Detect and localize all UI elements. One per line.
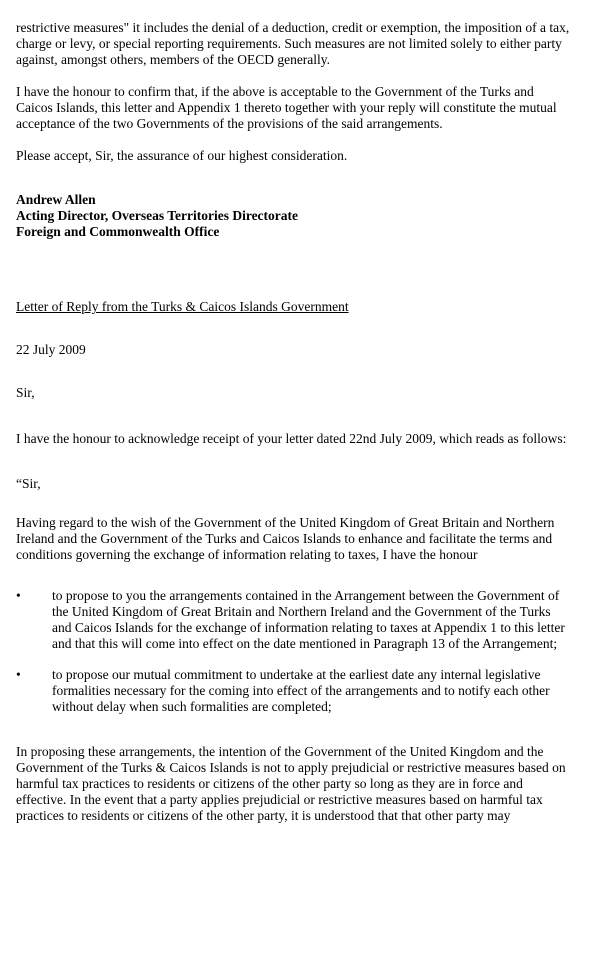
paragraph-having-regard: Having regard to the wish of the Government of the United Kingdom of Great Britain and Northern Ireland and the Government of the Turks and Caicos Islands to enhance and facilitate the terms and conditions governing the exchange of information relating to taxes, I have the honour: [16, 515, 555, 562]
signature-name: Andrew Allen: [16, 192, 96, 207]
signature-title: Acting Director, Overseas Territories Directorate: [16, 208, 299, 223]
paragraph-confirmation: I have the honour to confirm that, if the above is acceptable to the Government of the Turks and Caicos Islands, this letter and Appendix 1 thereto together with your reply will constitute the mutual acceptance of the two Governments of the provisions of the said arrangements.: [16, 84, 557, 131]
reply-heading: Letter of Reply from the Turks & Caicos Islands Government: [16, 299, 349, 314]
reply-salutation: Sir,: [16, 385, 35, 400]
bullet-text: to propose to you the arrangements contained in the Arrangement between the Government of the United Kingdom of Great Britain and Northern Ireland and the Government of the Turks and Caicos Islands for the exchange of information relating to taxes at Appendix 1 to this letter and that this will come into effect on the date mentioned in Paragraph 13 of the Arrangement;: [52, 588, 565, 651]
paragraph-intention: In proposing these arrangements, the intention of the Government of the United Kingdom and the Government of the Turks & Caicos Islands is not to apply prejudicial or restrictive measures based on harmful tax practices to residents or citizens of the other party so long as they are in force and effective. In the event that a party applies prejudicial or restrictive measures based on harmful tax practices to residents or citizens of the other party, it is understood that that other party may: [16, 744, 566, 823]
bullet-item-commitment: [16, 667, 572, 715]
document-page: [16, 20, 572, 824]
bullet-marker: •: [16, 588, 21, 603]
paragraph-acknowledgement: I have the honour to acknowledge receipt of your letter dated 22nd July 2009, which reads as follows:: [16, 431, 567, 446]
bullet-text: to propose our mutual commitment to undertake at the earliest date any internal legislative formalities necessary for the coming into effect of the arrangements and to notify each other without delay when such formalities are completed;: [52, 667, 550, 714]
reply-date: 22 July 2009: [16, 342, 86, 357]
bullet-item-arrangements: [16, 588, 572, 652]
quoted-salutation: “Sir,: [16, 476, 41, 491]
signature-office: Foreign and Commonwealth Office: [16, 224, 220, 239]
paragraph-consideration: Please accept, Sir, the assurance of our highest consideration.: [16, 148, 348, 163]
bullet-marker: •: [16, 667, 21, 682]
paragraph-restrictive-measures: restrictive measures" it includes the denial of a deduction, credit or exemption, the imposition of a tax, charge or levy, or special reporting requirements. Such measures are not limited solely to either party against, amongst others, members of the OECD generally.: [16, 20, 570, 67]
signature-block: [16, 192, 572, 240]
